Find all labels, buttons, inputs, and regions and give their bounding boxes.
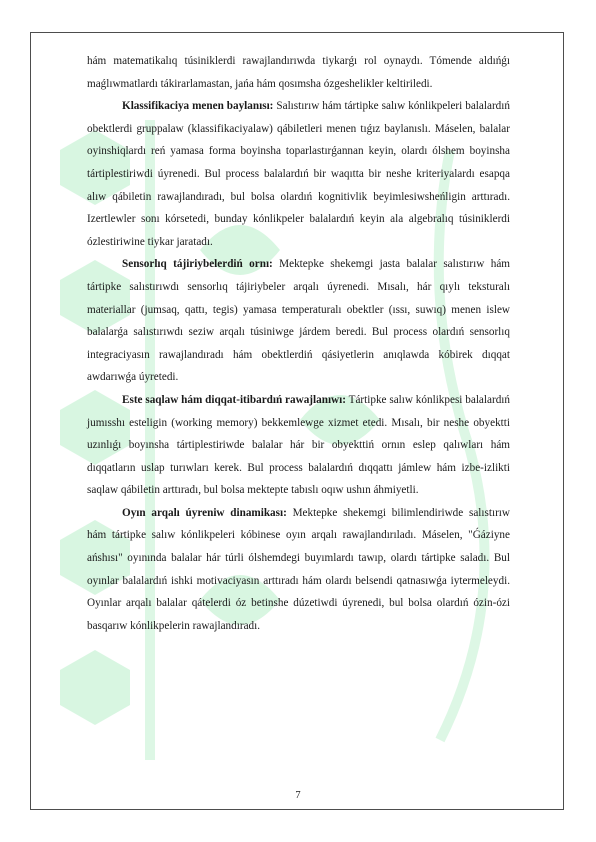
paragraph-heading: Klassifikaciya menen baylanısı: (122, 100, 274, 113)
paragraph-sensory (87, 253, 510, 389)
paragraph-text: hám matematikalıq túsiniklerdi rawajlandırıwda tiykarǵı rol oynaydı. Tómende aldıńǵı maǵlıwmatlardı tákirarlamastan, jańa hám qosımsha ózgeshelikler keltiriledi. (87, 55, 510, 90)
paragraph-text: Mektepke shekemgi bilimlendiriwde salıstırıw hám tártipke salıw kónlikpeleri kóbinese oyın arqalı rawajlandırıladı. Máselen, "Ǵáziyne ańshısı" oyınında balalar hár túrli ólshemdegi buyımlardı tawıp, olardı tártipke saladı. Bul oyınlar balalardıń ishki motivaciyasın arttıradı hám olardı belsendi qatnasıwǵa iytermeleydi. Oyınlar arqalı balalar qátelerdi óz betinshe dúzetiwdi úyrenedi, bul bolsa olardıń ózin-ózi basqarıw kónlikpelerin rawajlandıradı. (87, 506, 510, 632)
paragraph-play (87, 502, 510, 638)
paragraph-heading: Este saqlaw hám diqqat-itibardıń rawajlanıwı: (122, 393, 346, 406)
paragraph-heading: Oyın arqalı úyreniw dinamikası: (122, 506, 287, 519)
paragraph-text: Salıstırıw hám tártipke salıw kónlikpeleri balalardıń obektlerdi gruppalaw (klassifikaciyalaw) qábiletleri menen tıǵız baylanıslı. Máselen, balalar oyinshiqlardı reń yamasa forma boyinsha toparlastırǵannan keyin, olardı ólshem boyinsha tártiplestiriwdi úyrenedi. Bul process balalardıń bir waqıtta bir neshe kriteriyalardı esapqa alıw qábiletin rawajlandıradı, bul bolsa olardıń kognitivlik beyimlesiwsheńligin arttıradı. Izertlewler sonı kórsetedi, bunday kónlikpeler balalardıń keyin ala algebralıq túsiniklerdi ózlestiriwine tiykar jaratadı. (87, 100, 510, 248)
document-body (87, 50, 510, 637)
paragraph-heading: Sensorlıq tájiriybelerdiń ornı: (122, 258, 273, 271)
paragraph-text: Mektepke shekemgi jasta balalar salıstırıw hám tártipke salıstırıwdı sensorlıq tájiriybeler arqalı úyrenedi. Mısalı, hár qıylı teksturalı materiallar (jumsaq, qattı, tegis) yamasa temperaturalı obektler (ıssı, suwıq) menen islew balalarǵa salıstırıwdı seziw arqalı túsiniwge járdem beredi. Bul process olardıń sensorlıq integraciyasın rawajlandıradı hám obektlerdiń qásiyetlerin anıqlawda kóbirek dıqqat awdarıwǵa úyretedi. (87, 258, 510, 384)
paragraph-classification (87, 95, 510, 253)
paragraph-memory (87, 389, 510, 502)
paragraph-intro (87, 50, 510, 95)
paragraph-text: Tártipke salıw kónlikpesi balalardıń jumısshı esteligin (working memory) bekkemlewge xizmet etedi. Mısalı, bir neshe obyektti uzınlıǵı boyınsha tártiplestiriwde balalar hár bir obyekttiń ornın eslep qalıwları hám dıqqatların uslap turıwları kerek. Bul process balalardıń dıqqattı jámlew hám izbe-izlikti saqlaw qábiletin arttıradı, bul bolsa mektepte tabıslı oqıw ushın áhmiyetli. (87, 393, 510, 497)
page-number: 7 (295, 790, 301, 801)
